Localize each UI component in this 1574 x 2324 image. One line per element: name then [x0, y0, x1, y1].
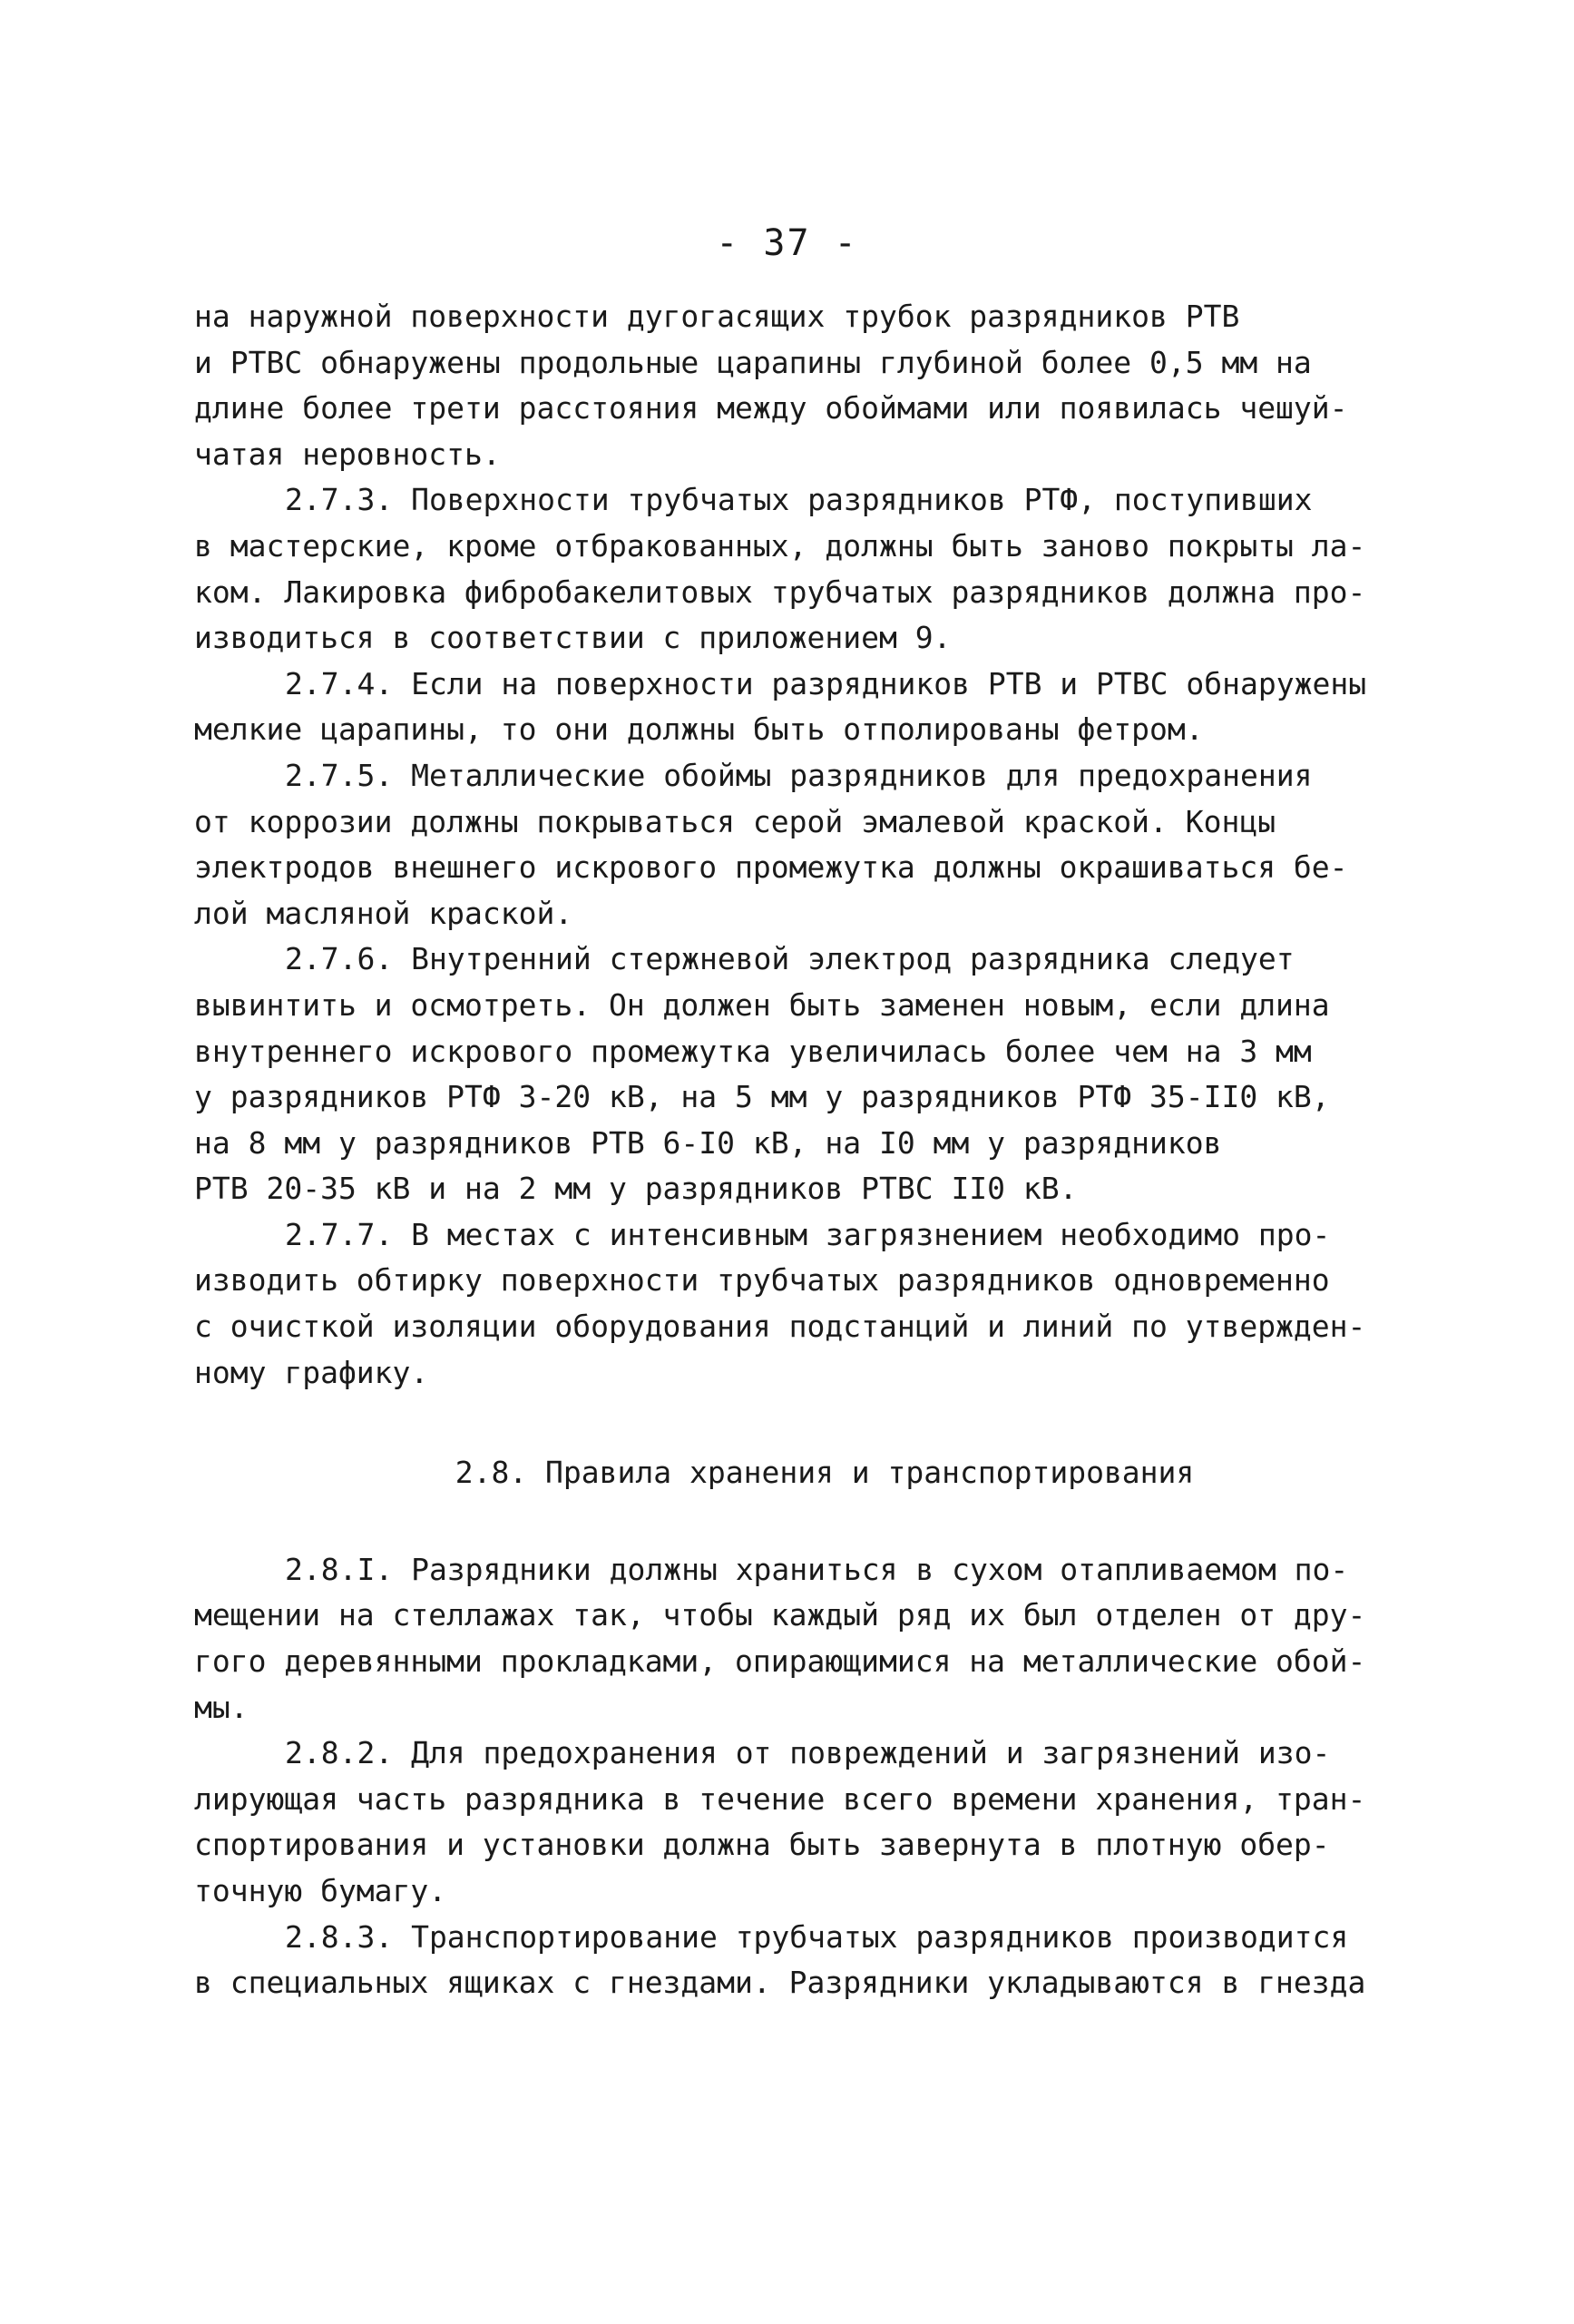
paragraph-start-2-8-3: 2.8.3. Транспортирование трубчатых разрядников производится [285, 1918, 1349, 1955]
text-line: точную бумагу. [194, 1873, 447, 1908]
body-text [194, 294, 1401, 2006]
text-line: с очисткой изоляции оборудования подстанций и линий по утвержден- [194, 1309, 1366, 1345]
text-line: от коррозии должны покрываться серой эмалевой краской. Концы [194, 803, 1276, 839]
text-line: мещении на стеллажах так, чтобы каждый ряд их был отделен от дру- [194, 1597, 1366, 1633]
text-line: внутреннего искрового промежутка увеличилась более чем на 3 мм [194, 1033, 1312, 1069]
text-line: изводиться в соответствии с приложением 9. [194, 620, 952, 656]
page-number: - 37 - [716, 222, 858, 264]
paragraph-start-2-7-6: 2.7.6. Внутренний стержневой электрод разрядника следует [285, 941, 1295, 977]
text-line: на наружной поверхности дугогасящих трубок разрядников РТВ [194, 299, 1240, 334]
text-line: в мастерские, кроме отбракованных, должны быть заново покрыты ла- [194, 527, 1366, 564]
paragraph-start-2-7-4: 2.7.4. Если на поверхности разрядников РТВ и РТВС обнаружены [285, 665, 1367, 701]
section-heading: 2.8. Правила хранения и транспортирования [455, 1455, 1195, 1491]
paragraph-start-2-7-3: 2.7.3. Поверхности трубчатых разрядников РТФ, поступивших [285, 482, 1313, 518]
text-line: вывинтить и осмотреть. Он должен быть заменен новым, если длина [194, 986, 1330, 1023]
text-line: ком. Лакировка фибробакелитовых трубчатых разрядников должна про- [194, 574, 1366, 610]
text-line: мы. [194, 1689, 249, 1725]
text-line: мелкие царапины, то они должны быть отполированы фетром. [194, 711, 1204, 748]
text-line: РТВ 20-35 кВ и на 2 мм у разрядников РТВС II0 кВ. [194, 1171, 1078, 1207]
text-line: в специальных ящиках с гнездами. Разрядники укладываются в гнезда [194, 1965, 1366, 2001]
text-line: на 8 мм у разрядников РТВ 6-I0 кВ, на I0 мм у разрядников [194, 1124, 1222, 1161]
spacer [194, 1396, 1401, 1450]
spacer [194, 1496, 1401, 1547]
text-line: электродов внешнего искрового промежутка должны окрашиваться бе- [194, 849, 1348, 886]
text-line: длине более трети расстояния между обоймами или появилась чешуй- [194, 390, 1348, 427]
text-line: и РТВС обнаружены продольные царапины глубиной более 0,5 мм на [194, 344, 1312, 380]
paragraph-start-2-7-5: 2.7.5. Металлические обоймы разрядников для предохранения [285, 757, 1313, 793]
text-line: чатая неровность. [194, 436, 501, 472]
text-line: лой масляной краской. [194, 895, 573, 931]
paragraph-start-2-8-2: 2.8.2. Для предохранения от повреждений и загрязнений изо- [285, 1735, 1331, 1771]
text-line: гого деревянными прокладками, опирающимися на металлические обой- [194, 1643, 1366, 1680]
paragraph-start-2-7-7: 2.7.7. В местах с интенсивным загрязнением необходимо про- [285, 1216, 1331, 1252]
text-line: изводить обтирку поверхности трубчатых разрядников одновременно [194, 1262, 1330, 1299]
text-line: у разрядников РТФ 3-20 кВ, на 5 мм у разрядников РТФ 35-II0 кВ, [194, 1079, 1330, 1115]
paragraph-start-2-8-1: 2.8.I. Разрядники должны храниться в сухом отапливаемом по- [285, 1551, 1349, 1587]
text-line: ному графику. [194, 1354, 429, 1390]
text-line: спортирования и установки должна быть завернута в плотную обер- [194, 1827, 1330, 1863]
text-line: лирующая часть разрядника в течение всего времени хранения, тран- [194, 1780, 1366, 1817]
